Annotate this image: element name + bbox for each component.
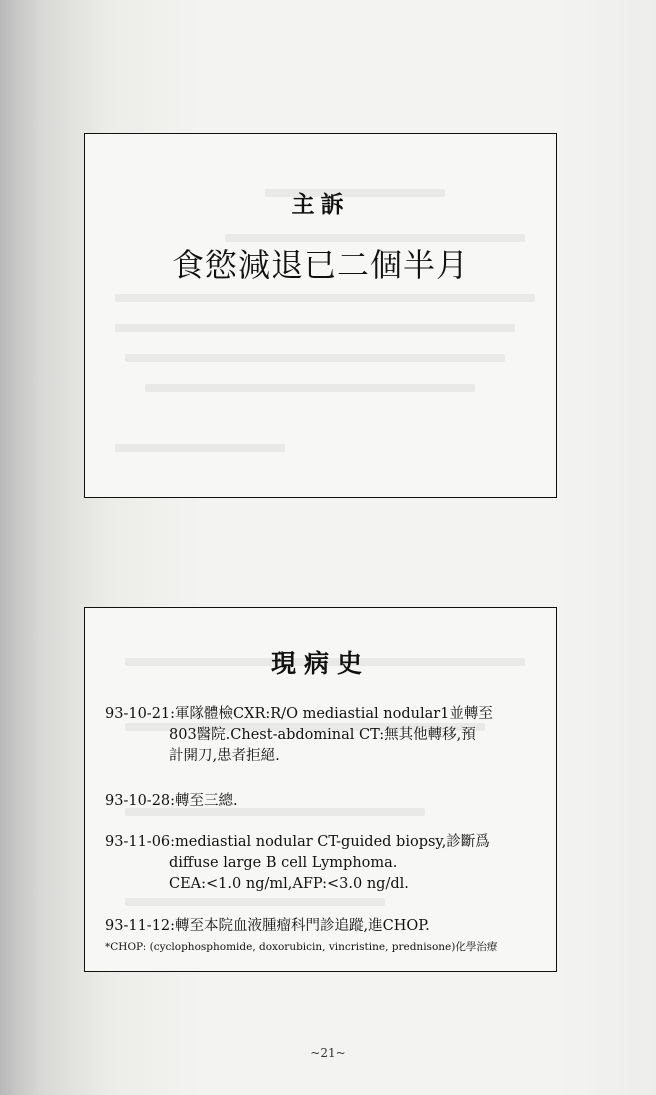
entry-text-continued: 計開刀,患者拒絕. [169,748,280,764]
slide-title: 主訴 [291,191,350,218]
slide-present-illness [84,607,557,972]
slide-chief-complaint [84,133,557,498]
bleed-through-line [125,354,505,362]
entry-text: 轉至本院血液腫瘤科門診追蹤,進CHOP. [175,918,430,934]
entry-date: 93-10-28: [105,793,176,809]
entry-text: 轉至三總. [175,793,238,809]
chop-footnote: *CHOP: (cyclophosphomide, doxorubicin, vincristine, prednisone)化學治療 [105,941,498,953]
bleed-through-line [125,898,385,906]
bleed-through-line [115,324,515,332]
entry-text-continued: CEA:<1.0 ng/ml,AFP:<3.0 ng/dl. [169,876,409,892]
entry-text-continued: diffuse large B cell Lymphoma. [169,855,398,871]
page-number: ~21~ [310,1046,346,1060]
entry-text: mediastial nodular CT-guided biopsy,診斷爲 [175,834,490,850]
bleed-through-line [115,294,535,302]
bleed-through-line [145,384,475,392]
history-entry [105,704,546,767]
history-entry [105,916,546,937]
entry-date: 93-11-06: [105,834,176,850]
history-entry [105,832,546,895]
entry-text: 軍隊體檢CXR:R/O mediastial nodular1並轉至 [175,706,493,722]
slide-title: 現病史 [270,649,370,678]
entry-date: 93-11-12: [105,918,176,934]
entry-date: 93-10-21: [105,706,176,722]
bleed-through-line [115,444,285,452]
chief-complaint-text: 食慾減退已二個半月 [171,246,469,284]
entry-text-continued: 803醫院.Chest-abdominal CT:無其他轉移,預 [169,727,476,743]
history-entry [105,791,546,812]
